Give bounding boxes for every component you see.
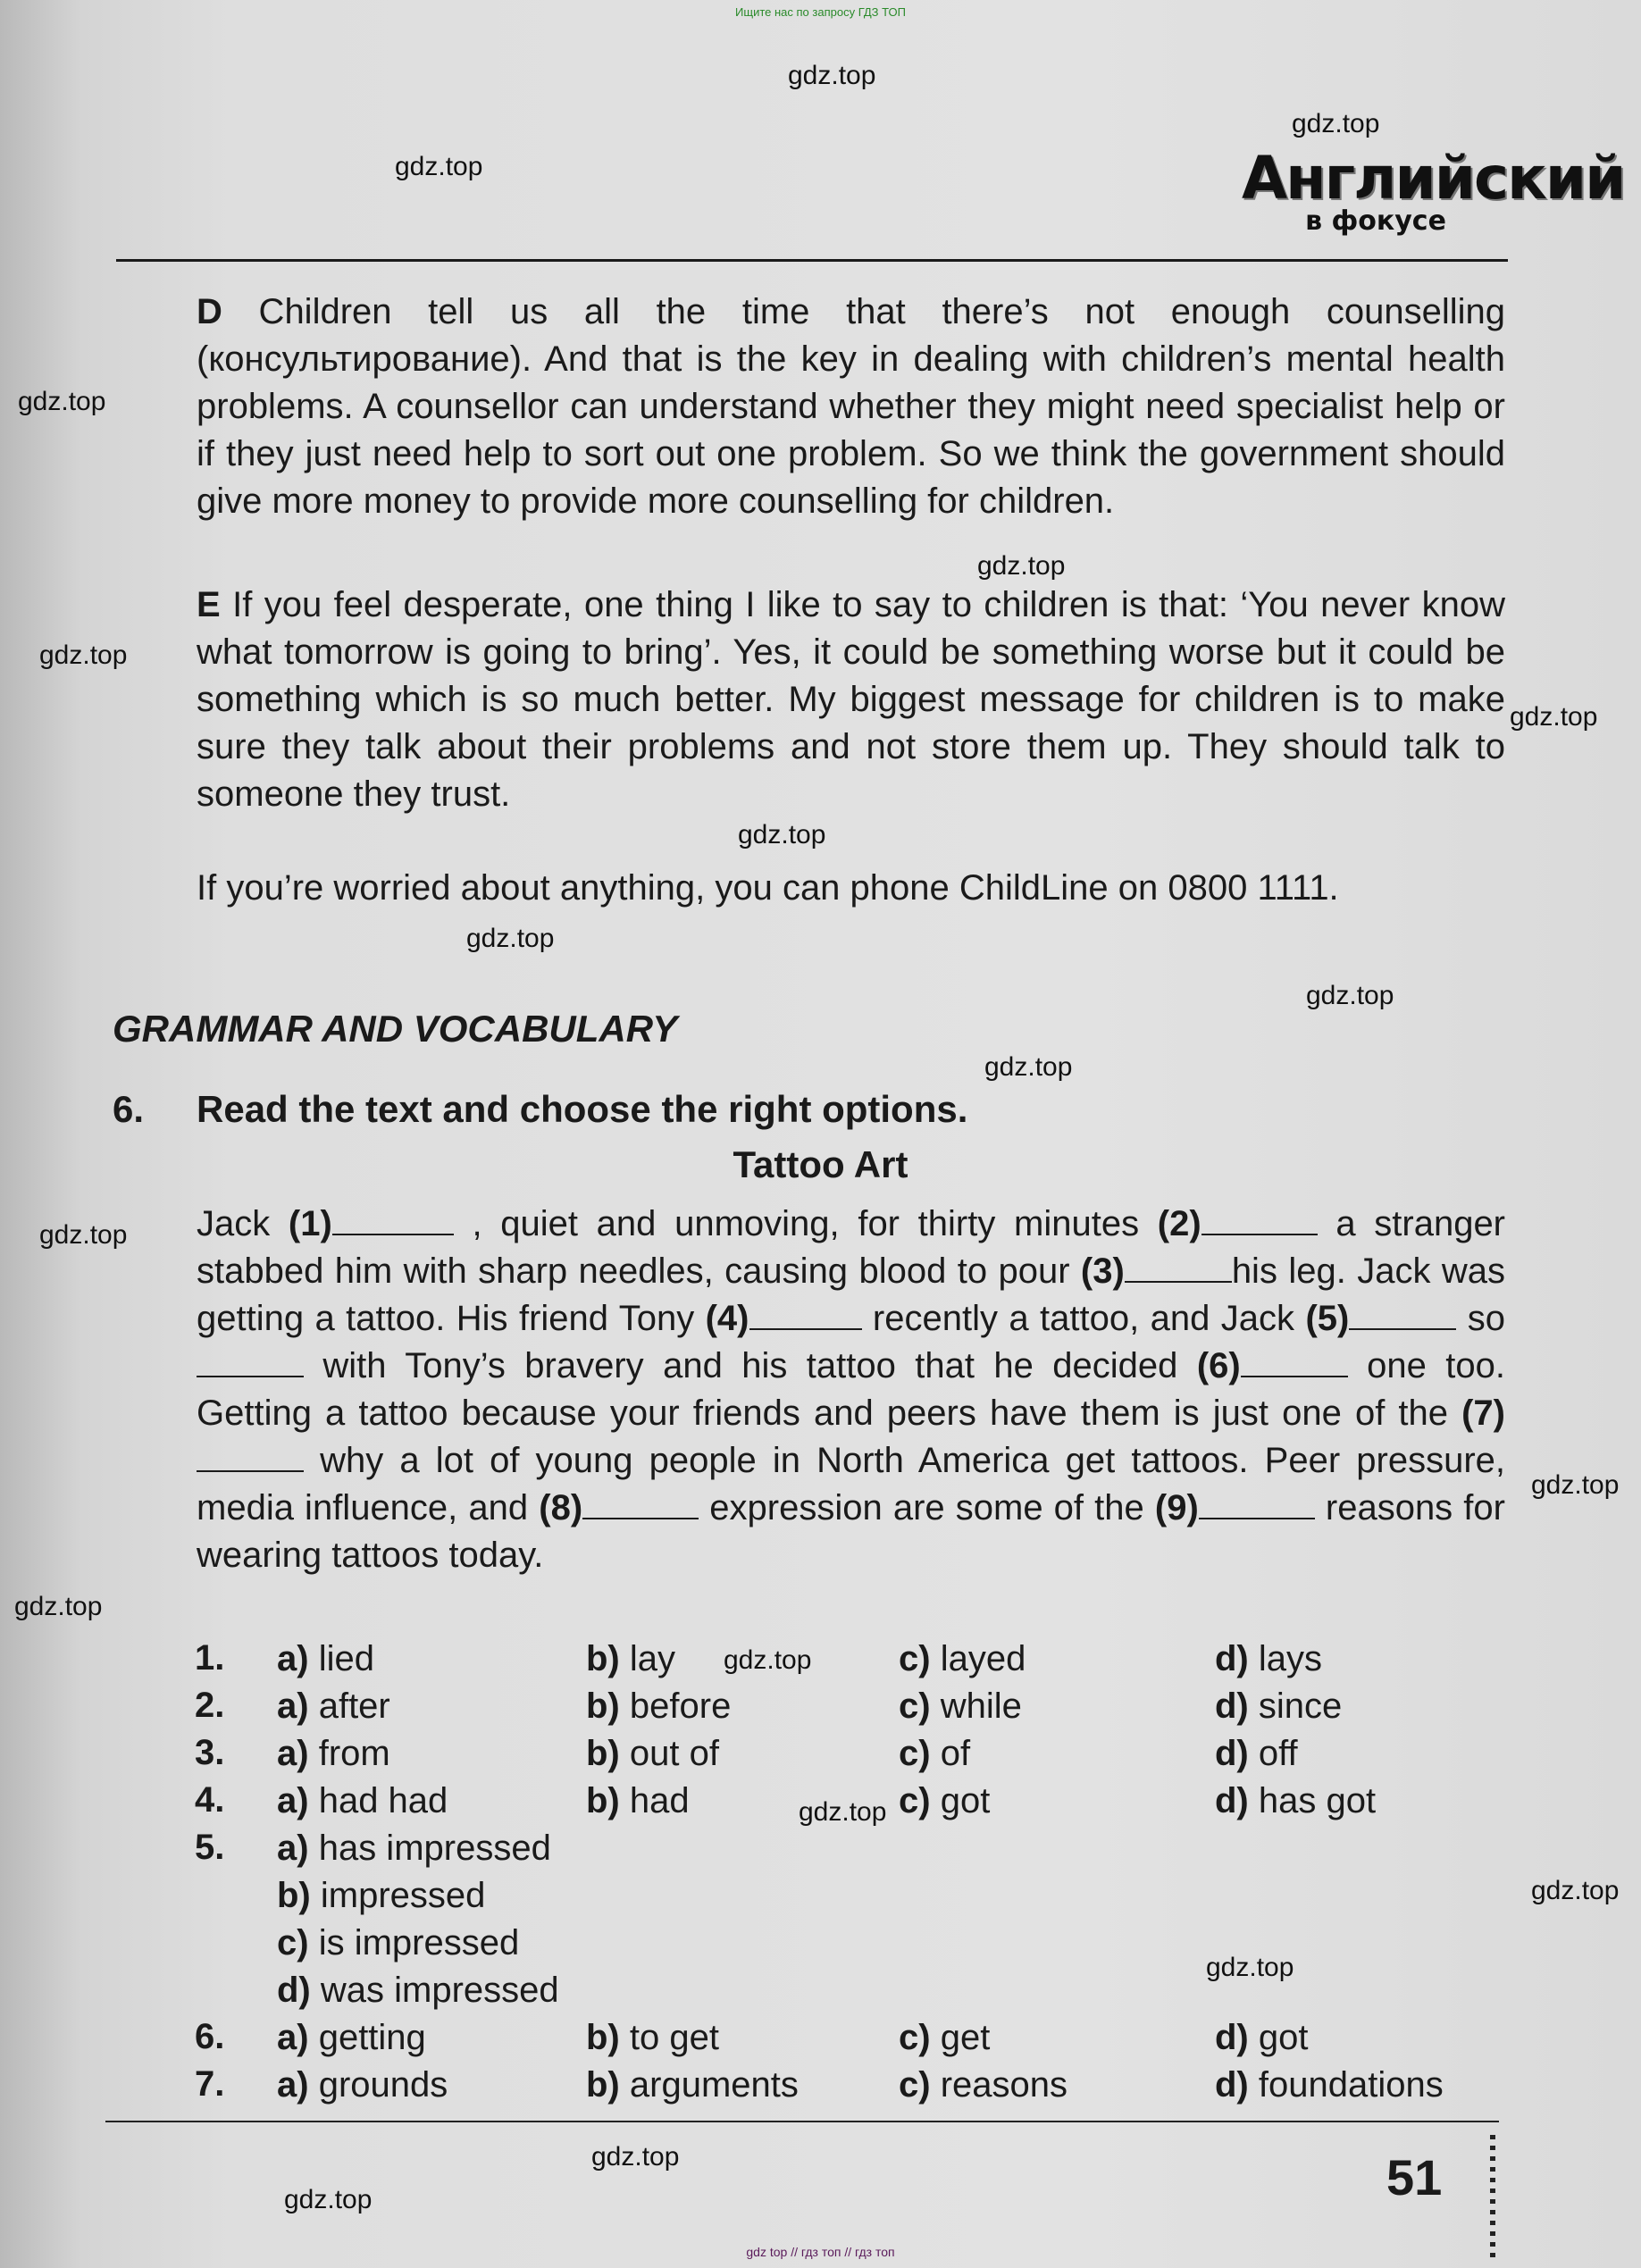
option-d[interactable] [1215,2063,1444,2107]
option-letter: d) [1215,1734,1249,1773]
watermark: gdz.top [466,924,555,953]
gap-blank [582,1491,699,1519]
watermark: gdz.top [984,1052,1073,1082]
option-text: of [940,1734,971,1773]
text-fragment: his leg. Jack was getting a tattoo. His friend Tony [197,1251,1505,1338]
gap-blank [1201,1207,1318,1235]
option-letter: b) [277,1876,311,1915]
gap-number: (4) [705,1299,749,1338]
option-number: 5. [195,1828,225,1867]
watermark: gdz.top [39,640,128,670]
option-text: off [1258,1734,1298,1773]
watermark: gdz.top [1531,1876,1620,1905]
option-letter: c) [899,1781,931,1820]
option-letter: b) [586,1639,620,1678]
footer-rule [105,2121,1499,2122]
header-rule [116,259,1508,262]
option-text: from [318,1734,390,1773]
option-text: get [940,2018,991,2057]
option-a[interactable] [277,2063,448,2107]
logo-title: Английский [1242,144,1625,213]
option-text: to get [629,2018,719,2057]
option-text: while [940,1686,1022,1726]
paragraph-d [197,289,1505,525]
gap-blank [1241,1349,1348,1377]
page-number: 51 [1386,2149,1443,2205]
text-fragment: why a lot of young people in North America get tattoos. Peer pressure, media influence, and [197,1441,1505,1527]
gap-blank [1349,1301,1456,1330]
option-letter: a) [277,2065,309,2105]
option-number: 6. [195,2017,225,2056]
watermark: gdz.top [788,61,876,90]
option-text: since [1258,1686,1343,1726]
gap-number: (7) [1461,1393,1505,1433]
gap-blank [332,1207,454,1235]
option-letter: b) [586,1734,620,1773]
option-letter: d) [1215,2018,1249,2057]
watermark: gdz.top [395,152,483,181]
text-fragment: Jack [197,1204,289,1243]
gap-number: (6) [1196,1346,1241,1385]
text-fragment: a stranger stabbed him with sharp needles, causing blood to pour [197,1204,1506,1291]
option-text: lay [629,1639,676,1678]
option-text: lays [1258,1639,1323,1678]
option-letter: a) [277,1734,309,1773]
exercise-number: 6. [113,1088,145,1130]
option-text: had [629,1781,690,1820]
paragraph-text: Children tell us all the time that there’s not enough counselling (консультирование). And that is the key in dealing with children’s mental health problems. A counsellor can understand whether they might need specialist help or if they just need help to sort out one problem. So we think the government should give more money to provide more counselling for children. [197,292,1505,521]
book-logo [1242,144,1625,237]
option-text: grounds [318,2065,448,2105]
exercise-instruction: Read the text and choose the right options. [197,1088,968,1130]
text-fragment: expression are some of the [699,1488,1155,1527]
option-text: after [318,1686,390,1726]
option-c[interactable] [277,1921,519,1965]
paragraph-e [197,582,1505,818]
gap-blank [197,1349,304,1377]
option-letter: d) [1215,1781,1249,1820]
watermark: gdz.top [14,1592,103,1621]
option-text: foundations [1258,2065,1444,2105]
section-heading: GRAMMAR AND VOCABULARY [113,1008,678,1050]
option-c[interactable] [899,1731,970,1776]
option-letter: c) [277,1923,309,1963]
gap-blank [749,1301,862,1330]
option-number: 7. [195,2064,225,2104]
option-letter: a) [277,2018,309,2057]
option-text: before [629,1686,732,1726]
watermark: gdz.top [591,2142,680,2172]
watermark: gdz.top [18,387,106,416]
option-a[interactable] [277,1636,374,1681]
watermark: gdz.top [39,1220,128,1250]
option-letter: c) [899,2065,931,2105]
watermark: gdz.top [1206,1953,1294,1982]
option-b[interactable] [586,1731,719,1776]
option-number: 2. [195,1686,225,1725]
option-a[interactable] [277,1684,390,1728]
option-letter: b) [586,1781,620,1820]
option-c[interactable] [899,1684,1022,1728]
option-d[interactable] [1215,1731,1298,1776]
option-text: has impressed [318,1829,551,1868]
text-fragment: , quiet and unmoving, for thirty minutes [453,1204,1158,1243]
option-text: impressed [320,1876,486,1915]
text-title: Tattoo Art [733,1143,908,1185]
gap-blank [197,1444,304,1472]
option-letter: b) [586,2065,620,2105]
text-fragment: reasons for wearing tattoos today. [197,1488,1505,1575]
text-fragment: so [1456,1299,1505,1338]
childline-paragraph: If you’re worried about anything, you can phone ChildLine on 0800 1111. [197,868,1339,908]
option-text: getting [318,2018,426,2057]
text-fragment: recently a tattoo, and Jack [861,1299,1306,1338]
option-text: is impressed [318,1923,520,1963]
option-c[interactable] [899,2063,1067,2107]
option-letter: a) [277,1686,309,1726]
watermark: gdz.top [1510,702,1598,732]
option-letter: c) [899,2018,931,2057]
option-letter: d) [1215,2065,1249,2105]
option-b[interactable] [586,2015,719,2060]
gap-number: (1) [288,1204,332,1243]
gap-number: (9) [1154,1488,1199,1527]
option-text: out of [629,1734,719,1773]
option-letter: a) [277,1781,309,1820]
watermark: gdz.top [1292,109,1380,138]
option-d[interactable] [1215,1684,1342,1728]
option-text: reasons [940,2065,1068,2105]
option-letter: c) [899,1734,931,1773]
paragraph-text: If you feel desperate, one thing I like to say to children is that: ‘You never know what tomorrow is going to bring’. Yes, it could be something worse but it could be something which is so much better. My biggest message for children is to make sure they talk about their problems and not store them up. They should talk to someone they trust. [197,585,1505,814]
gap-number: (2) [1157,1204,1201,1243]
watermark: gdz.top [284,2185,373,2214]
gap-number: (3) [1080,1251,1125,1291]
option-b[interactable] [586,1778,690,1823]
option-c[interactable] [899,2015,990,2060]
option-letter: d) [277,1971,311,2010]
watermark: gdz.top [738,820,826,849]
option-letter: c) [899,1686,931,1726]
watermark: gdz.top [977,551,1066,581]
option-text: got [1258,2018,1309,2057]
option-text: was impressed [320,1971,559,2010]
paragraph-letter: E [197,585,221,624]
option-a[interactable] [277,1778,448,1823]
option-c[interactable] [899,1778,990,1823]
watermark: gdz.top [1306,981,1394,1010]
text-fragment: one too. Getting a tattoo because your friends and peers have them is just one of the [197,1346,1505,1433]
option-text: layed [940,1639,1026,1678]
option-letter: a) [277,1829,309,1868]
option-text: has got [1258,1781,1377,1820]
option-a[interactable] [277,2015,426,2060]
page-edge-dots [1490,2135,1495,2260]
paragraph-letter: D [197,292,222,331]
gap-number: (5) [1305,1299,1350,1338]
text-fragment: with Tony’s bravery and his tattoo that he decided [304,1346,1197,1385]
option-b[interactable] [586,1636,675,1681]
option-text: had had [318,1781,448,1820]
option-b[interactable] [586,2063,799,2107]
option-text: arguments [629,2065,799,2105]
gap-blank [1125,1254,1232,1283]
option-b[interactable] [277,1873,485,1918]
option-d[interactable] [1215,1778,1376,1823]
option-c[interactable] [899,1636,1026,1681]
gap-number: (8) [539,1488,583,1527]
gap-blank [1199,1491,1315,1519]
option-letter: b) [586,2018,620,2057]
top-search-note: Ищите нас по запросу ГДЗ ТОП [735,5,906,19]
bottom-note: gdz top // гдз топ // гдз топ [746,2245,895,2259]
logo-subtitle: в фокусе [1305,205,1446,237]
option-text: got [940,1781,991,1820]
option-number: 4. [195,1780,225,1820]
option-letter: c) [899,1639,931,1678]
option-letter: b) [586,1686,620,1726]
option-b[interactable] [586,1684,731,1728]
watermark: gdz.top [1531,1470,1620,1500]
option-a[interactable] [277,1826,551,1870]
option-d[interactable] [277,1968,559,2013]
option-letter: a) [277,1639,309,1678]
watermark: gdz.top [724,1645,812,1675]
option-d[interactable] [1215,1636,1322,1681]
option-letter: d) [1215,1686,1249,1726]
option-letter: d) [1215,1639,1249,1678]
option-d[interactable] [1215,2015,1309,2060]
option-a[interactable] [277,1731,390,1776]
tattoo-text [197,1201,1505,1579]
option-number: 1. [195,1638,225,1678]
watermark: gdz.top [799,1797,887,1827]
option-number: 3. [195,1733,225,1772]
option-text: lied [318,1639,374,1678]
